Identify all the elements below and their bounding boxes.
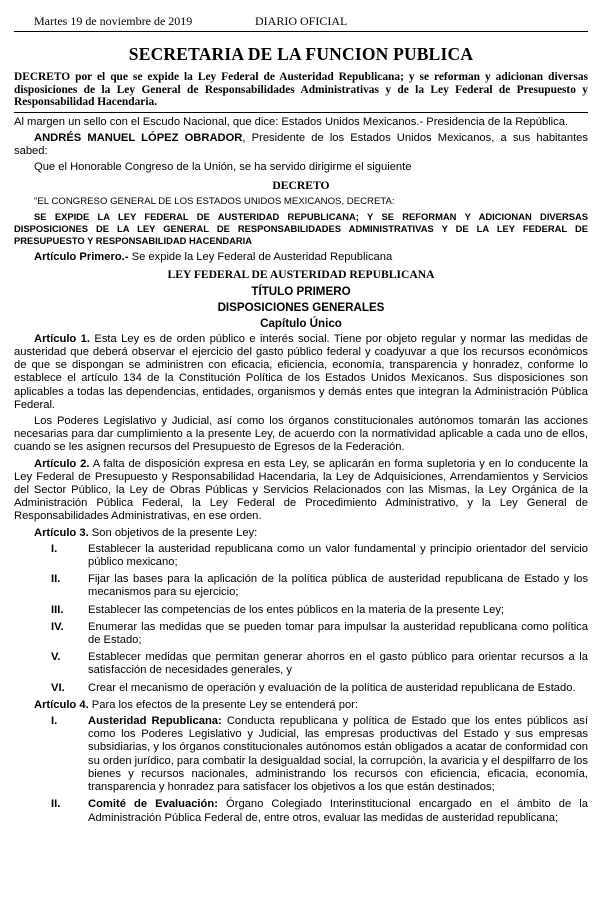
article-1-text: Esta Ley es de orden público e interés social. Tiene por objeto regular y normar las medidas de austeridad que deberá observar el ejercicio del gasto público federal y coadyuvar a que los recursos económicos de que se dispongan se administren con eficacia, eficiencia, economía, transparencia y honradez, conforme lo establece el artículo 134 de la Constitución Política de los Estados Unidos Mexicanos. Sus disposiciones son aplicables a todas las dependencias, entidades, organismos y demás entes que integran la Administración Pública Federal. xyxy=(14,332,588,411)
titulo-primero: TÍTULO PRIMERO xyxy=(251,284,351,298)
list-item-text: Crear el mecanismo de operación y evaluación de la política de austeridad republicana de Estado. xyxy=(88,681,576,694)
article-4-label: Artículo 4. xyxy=(34,698,89,711)
definition-term: Comité de Evaluación: xyxy=(88,798,218,811)
congress-line: Que el Honorable Congreso de la Unión, se ha servido dirigirme el siguiente xyxy=(34,161,412,174)
list-item-text: Establecer medidas que permitan generar ahorros en el gasto público para orientar recursos a la satisfacción de necesidades generales, y xyxy=(88,651,588,677)
article-3-text: Son objetivos de la presente Ley: xyxy=(88,526,258,539)
section-title: SECRETARIA DE LA FUNCION PUBLICA xyxy=(128,44,474,64)
article-4-list xyxy=(14,715,588,825)
article-1-label: Artículo 1. xyxy=(34,332,90,345)
definition-text: Conducta republicana y política de Estado que los entes públicos así como los Poderes Legislativo y Judicial, las empresas productivas del Estado y sus empresas subsidiarias, y los órganos constitucionales autónomos están obligados a acatar de conformidad con su orden jurídico, para combatir la desigualdad social, la corrupción, la avaricia y el despilfarro de los bienes y recursos nacionales, administrando los recursos con eficiencia, eficacia, economía, transparencia y honradez para satisfacer los objetivos a los que están destinados; xyxy=(88,715,588,794)
page-header xyxy=(34,14,574,30)
list-item-number: I. xyxy=(51,715,58,728)
disposiciones-generales: DISPOSICIONES GENERALES xyxy=(217,300,385,314)
list-item xyxy=(14,604,588,617)
law-title: LEY FEDERAL DE AUSTERIDAD REPUBLICANA xyxy=(167,267,435,281)
definition-text: Órgano Colegiado Interinstitucional encargado en el ámbito de la Administración Pública Federal de, entre otros, evaluar las medidas de austeridad republicana; xyxy=(88,798,588,824)
capitulo-unico: Capítulo Único xyxy=(260,316,342,330)
list-item-text: Establecer las competencias de los entes públicos en la materia de la presente Ley; xyxy=(88,603,505,616)
document-body xyxy=(14,42,588,829)
president-text: , Presidente de los Estados Unidos Mexicanos, a sus habitantes sabed: xyxy=(14,131,589,158)
articulo-primero-text: Se expide la Ley Federal de Austeridad Republicana xyxy=(128,250,393,263)
decree-title: DECRETO por el que se expide la Ley Federal de Austeridad Republicana; y se reforman y adicionan diversas disposiciones de la Ley General de Responsabilidades Administrativas y de la Ley Federal de Presupuesto y Responsabilidad Hacendaria. xyxy=(14,71,588,109)
list-item-number: II. xyxy=(51,798,61,811)
article-1 xyxy=(14,333,588,412)
decree-rule xyxy=(14,112,588,113)
article-4-text: Para los efectos de la presente Ley se entenderá por: xyxy=(88,698,358,711)
congress-decree: "EL CONGRESO GENERAL DE LOS ESTADOS UNIDOS MEXICANOS, DECRETA: xyxy=(34,195,395,207)
header-publication: DIARIO OFICIAL xyxy=(255,14,348,28)
header-rule xyxy=(14,31,588,32)
list-item-number: I. xyxy=(51,542,58,555)
expide-caps: SE EXPIDE LA LEY FEDERAL DE AUSTERIDAD REPUBLICANA; Y SE REFORMAN Y ADICIONAN DIVERSAS DISPOSICIONES DE LA LEY GENERAL DE RESPONSABILIDADES ADMINISTRATIVAS Y DE LA LEY FEDERAL DE PRESUPUESTO Y RESPONSABILIDAD HACENDARIA xyxy=(14,210,588,246)
list-item xyxy=(14,621,588,647)
list-item xyxy=(14,573,588,599)
list-item xyxy=(14,651,588,677)
article-3-label: Artículo 3. xyxy=(34,526,89,539)
article-2-text: A falta de disposición expresa en esta Ley, se aplicarán en forma supletoria y en lo conducente la Ley Federal de Presupuesto y Responsabilidad Hacendaria, la Ley de Adquisiciones, Arrendamientos y Servicios del Sector Público, la Ley de Obras Públicas y Servicios Relacionados con las Mismas, la Ley Orgánica de la Administración Pública Federal, la Ley Federal de Procedimiento Administrativo, y la Ley General de Responsabilidades Administrativas, en ese orden. xyxy=(14,457,589,523)
article-2 xyxy=(14,458,588,524)
article-3 xyxy=(14,527,588,540)
seal-note: Al margen un sello con el Escudo Nacional, que dice: Estados Unidos Mexicanos.- Presidencia de la República. xyxy=(14,115,569,128)
president-name: ANDRÉS MANUEL LÓPEZ OBRADOR xyxy=(34,131,243,144)
list-item-number: III. xyxy=(51,603,64,616)
list-item-number: IV. xyxy=(51,620,64,633)
article-2-label: Artículo 2. xyxy=(34,457,90,470)
list-item xyxy=(14,715,588,794)
list-item-number: VI. xyxy=(51,681,65,694)
list-item xyxy=(14,682,588,695)
list-item xyxy=(14,543,588,569)
article-3-list xyxy=(14,543,588,695)
articulo-primero xyxy=(14,251,588,264)
definition-term: Austeridad Republicana: xyxy=(88,715,222,728)
list-item xyxy=(14,798,588,824)
list-item-number: II. xyxy=(51,573,61,586)
decreto-label: DECRETO xyxy=(272,178,330,192)
list-item-text: Establecer la austeridad republicana como un valor fundamental y principio orientador del servicio público mexicano; xyxy=(88,542,588,569)
list-item-text: Fijar las bases para la aplicación de la política pública de austeridad republicana de Estado y los mecanismos para su ejercicio; xyxy=(88,573,588,599)
list-item-number: V. xyxy=(51,651,61,664)
header-date: Martes 19 de noviembre de 2019 xyxy=(34,14,193,28)
article-1-paragraph-2: Los Poderes Legislativo y Judicial, así como los órganos constitucionales autónomos tomarán las acciones necesarias para dar cumplimiento a la presente Ley, de acuerdo con la normatividad aplicable a cada uno de ellos, cuando se les asignen recursos del Presupuesto de Egresos de la Federación. xyxy=(14,415,588,454)
article-4 xyxy=(14,699,588,712)
list-item-text: Enumerar las medidas que se pueden tomar para impulsar la austeridad republicana como política de Estado; xyxy=(88,620,588,647)
articulo-primero-label: Artículo Primero.- xyxy=(34,250,129,263)
president-paragraph xyxy=(14,132,588,158)
